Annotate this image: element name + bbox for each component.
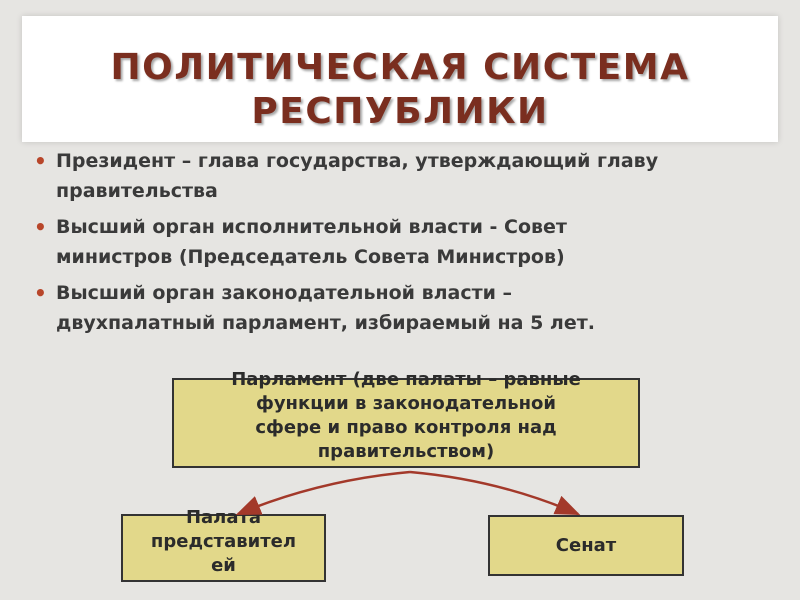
- bullet-text-line-2: министров (Председатель Совета Министров): [56, 246, 565, 268]
- title-line-1: ПОЛИТИЧЕСКАЯ СИСТЕМА: [110, 47, 690, 88]
- bullet-text-line-2: правительства: [56, 180, 218, 202]
- bullet-list: [32, 146, 752, 344]
- bullet-text-line-2: двухпалатный парламент, избираемый на 5 лет.: [56, 312, 595, 334]
- senate-label: Сенат: [555, 535, 617, 556]
- chamber-label-line-2: представител: [150, 531, 297, 552]
- chamber-label-line-1: Палата: [185, 507, 262, 528]
- title-box: [22, 16, 778, 142]
- bullet-dot-icon: •: [34, 215, 47, 239]
- bullet-text-line-1: Высший орган законодательной власти –: [56, 282, 513, 304]
- slide-title: [22, 46, 778, 134]
- bullet-dot-icon: •: [34, 149, 47, 173]
- bullet-dot-icon: •: [34, 281, 47, 305]
- senate-box: [488, 515, 684, 576]
- arrow-to-senate: [410, 472, 578, 514]
- bullet-item-executive: [32, 212, 752, 272]
- bullet-text-line-1: Президент – глава государства, утверждающий главу: [56, 150, 659, 172]
- parliament-label-line-1: Парламент (две палаты – равные: [231, 369, 581, 390]
- bullet-text-line-1: Высший орган исполнительной власти - Совет: [56, 216, 567, 238]
- parliament-label: [174, 368, 638, 464]
- parliament-label-line-4: правительством): [317, 441, 495, 462]
- bullet-item-president: [32, 146, 752, 206]
- chamber-of-representatives-box: [121, 507, 326, 582]
- title-line-2: РЕСПУБЛИКИ: [251, 91, 549, 132]
- parliament-box: [172, 369, 640, 468]
- parliament-label-line-3: сфере и право контроля над: [255, 417, 557, 438]
- bullet-item-legislative: [32, 278, 752, 338]
- chamber-label: [123, 506, 324, 578]
- chamber-label-line-3: ей: [211, 555, 236, 576]
- parliament-label-line-2: функции в законодательной: [255, 393, 557, 414]
